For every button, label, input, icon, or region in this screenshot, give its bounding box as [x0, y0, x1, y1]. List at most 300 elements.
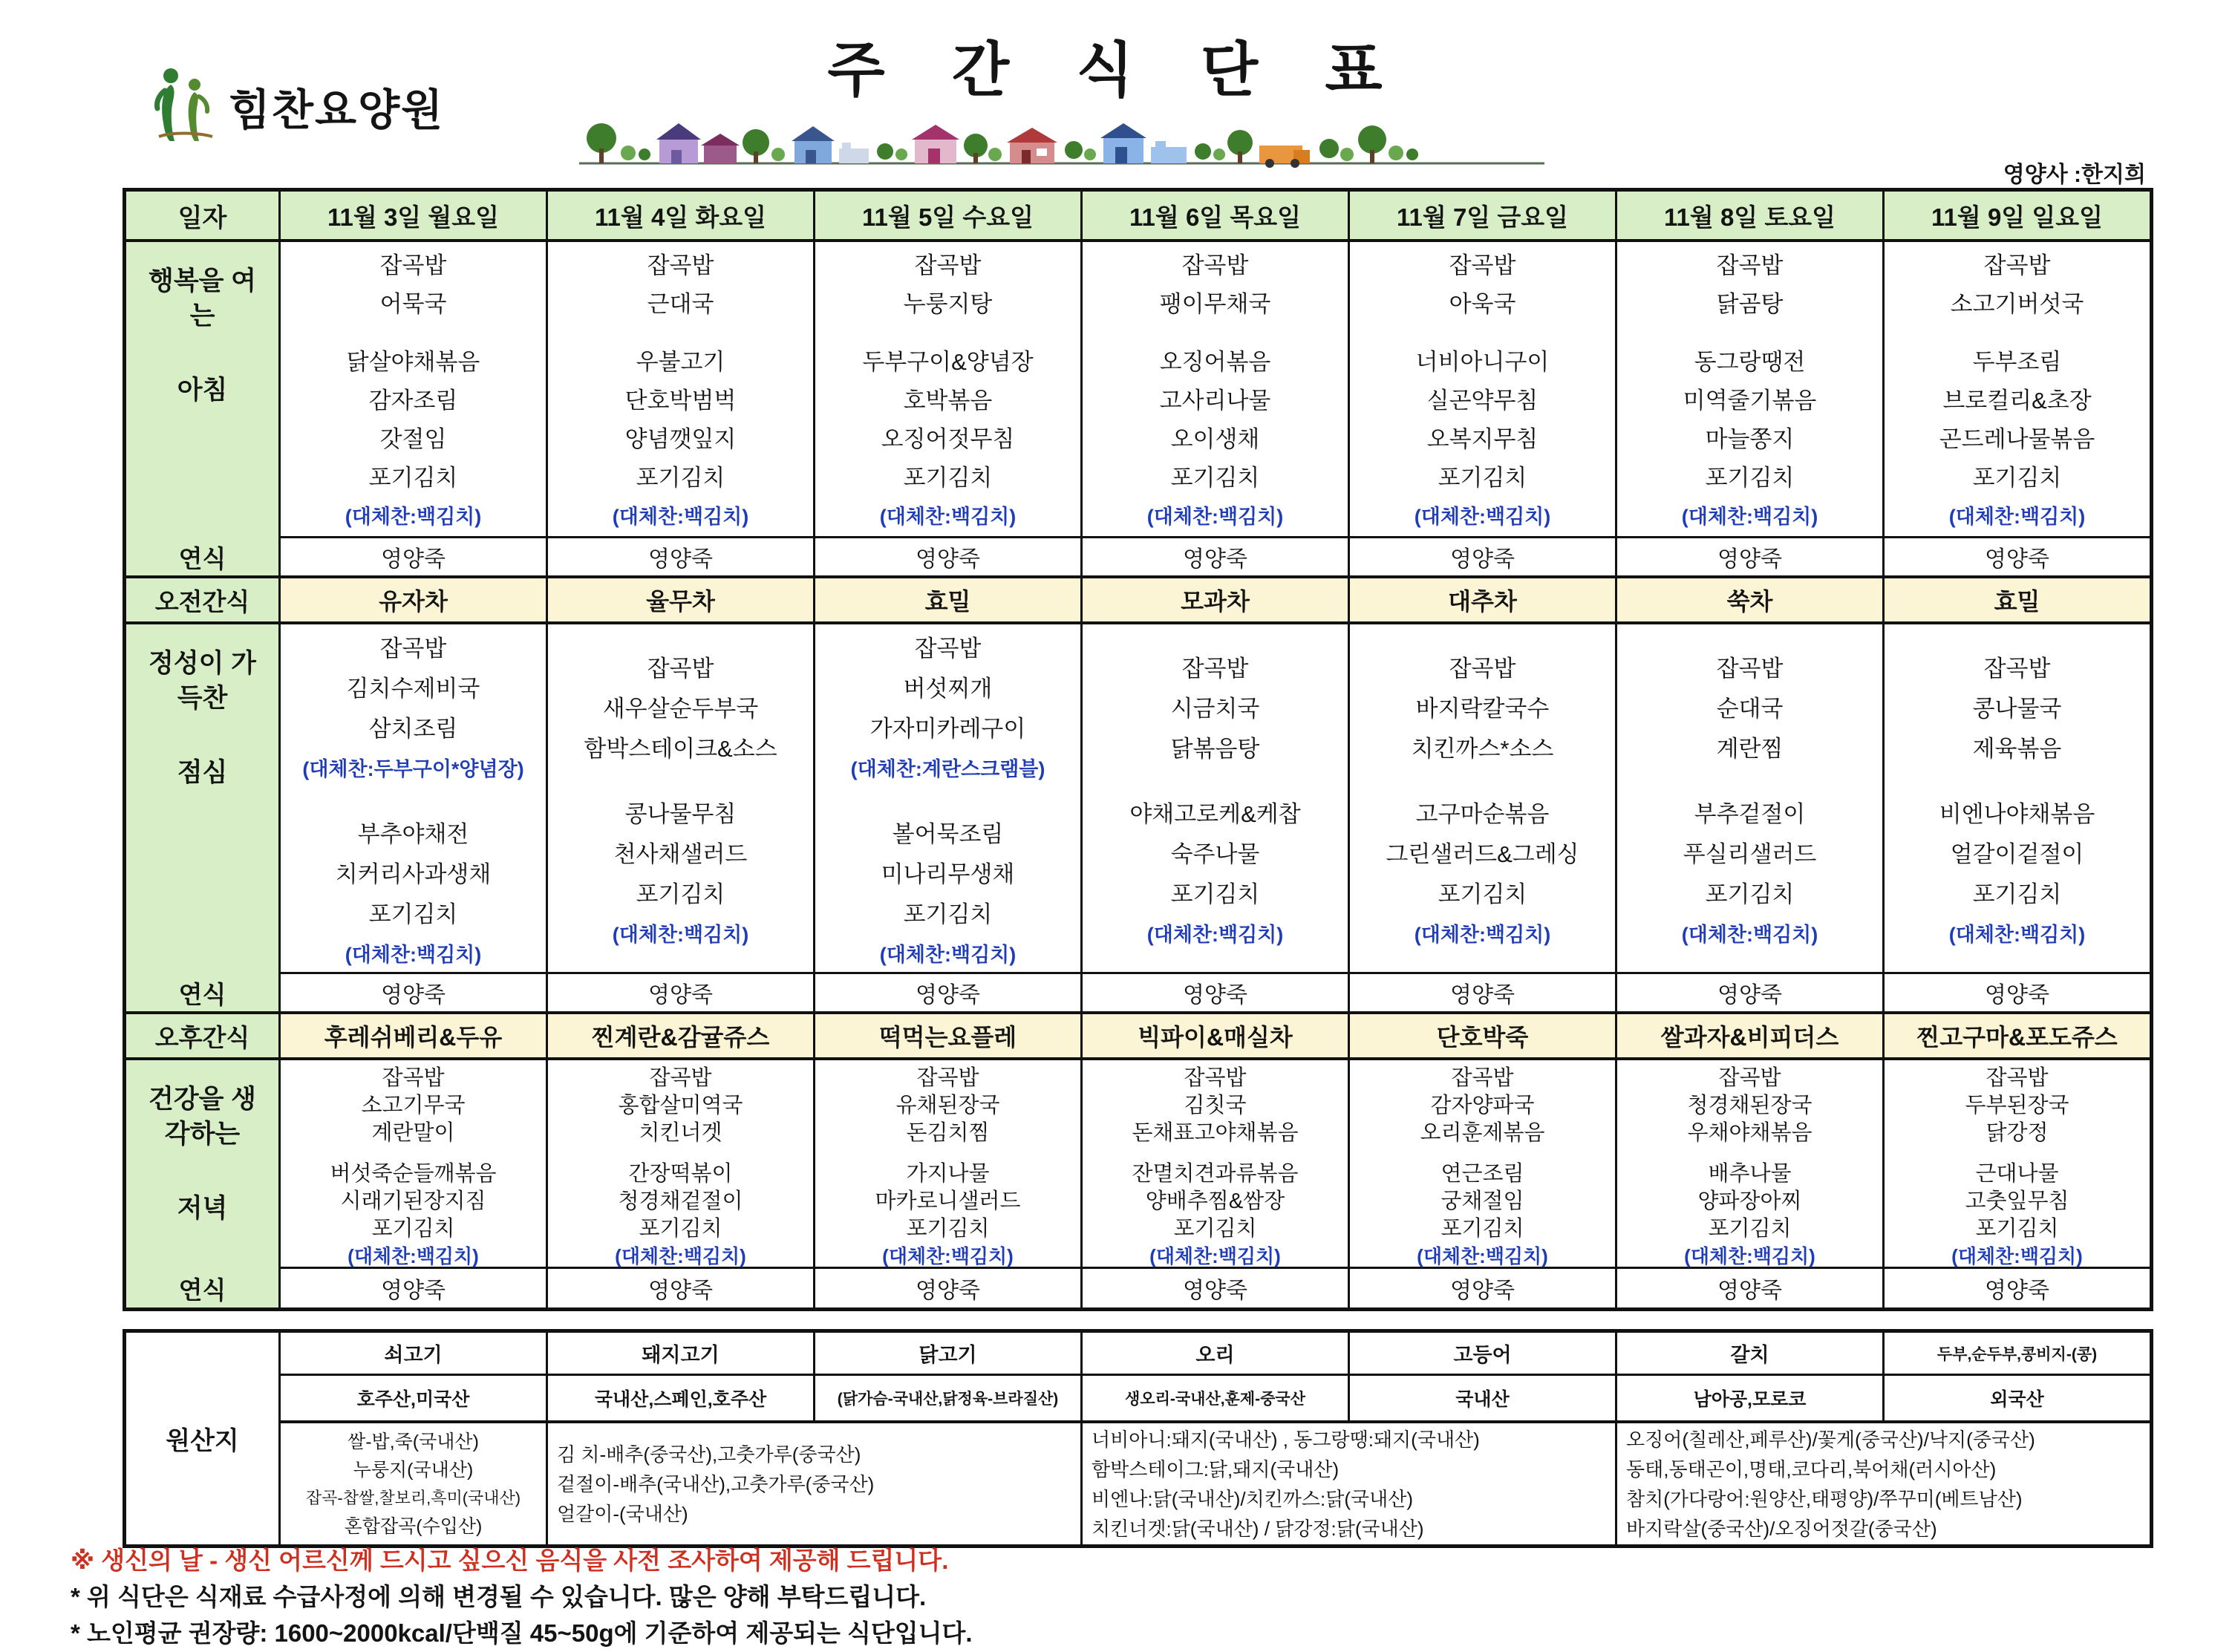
am-snack-label: 오전간식 — [126, 578, 278, 621]
alternate-dish: (대체찬:백김치) — [348, 1245, 479, 1267]
menu-item: 김치수제비국 — [346, 676, 480, 702]
menu-block — [1717, 247, 1784, 324]
menu-block — [1129, 794, 1300, 955]
menu-item: 두부된장국 — [1965, 1094, 2069, 1117]
soft-cell: 영양죽 — [1615, 974, 1882, 1011]
alternate-dish: (대체찬:백김치) — [612, 506, 749, 528]
menu-item: 호박볶음 — [903, 388, 993, 414]
soft-meal-row-2 — [126, 972, 2150, 1011]
soft-cell: 영양죽 — [1080, 1269, 1348, 1307]
menu-item: 잡곡밥 — [1181, 656, 1249, 682]
detail — [546, 1420, 1080, 1544]
menu-item: 잡곡밥 — [1983, 252, 2051, 278]
origin-val: 생오리-국내산,훈제-중국산 — [1080, 1374, 1348, 1420]
menu-block — [302, 629, 523, 789]
menu-item: 잡곡밥 — [1451, 1066, 1514, 1090]
day-header: 11월 6일 목요일 — [1080, 192, 1348, 239]
menu-item: 곤드레나물볶음 — [1939, 426, 2095, 452]
menu-item: 포기김치 — [636, 881, 725, 907]
menu-item: 두부조림 — [1972, 349, 2062, 375]
meat: 쇠고기 — [278, 1333, 546, 1374]
menu-item: 바지락칼국수 — [1415, 696, 1550, 722]
menu-item: 야채고로케&케찹 — [1129, 801, 1301, 827]
menu-item: 청경채겉절이 — [618, 1189, 743, 1213]
menu-item: 가자미카레구이 — [869, 716, 1026, 742]
menu-item: 닭살야채볶음 — [346, 349, 480, 375]
menu-item: 닭볶음탕 — [1170, 736, 1260, 762]
menu-block — [618, 1065, 743, 1147]
menu-block — [875, 1160, 1020, 1270]
people-icon — [149, 65, 221, 146]
meal-cell — [813, 624, 1080, 979]
lunch-phrase: 정성이 가득찬 — [149, 648, 256, 713]
menu-block — [647, 247, 714, 324]
menu-block — [880, 814, 1016, 975]
menu-item: 팽이무채국 — [1159, 291, 1271, 317]
menu-item: 잡곡밥 — [1718, 1066, 1781, 1090]
meal-cell — [546, 242, 813, 541]
snack: 대추차 — [1348, 578, 1615, 621]
alternate-dish: (대체찬:백김치) — [1684, 1245, 1815, 1267]
soft-cell: 영양죽 — [546, 538, 813, 575]
menu-item: 너비아니구이 — [1415, 349, 1550, 375]
menu-item: 비엔나야채볶음 — [1939, 801, 2095, 827]
menu-block — [1420, 1065, 1544, 1147]
menu-item: 포기김치 — [1975, 1217, 2059, 1241]
alternate-dish: (대체찬:백김치) — [1681, 506, 1818, 528]
snack: 율무차 — [546, 578, 813, 621]
soft-cell: 영양죽 — [813, 974, 1080, 1011]
meal-cell — [1882, 1060, 2150, 1275]
menu-item: 배추나물 — [1708, 1162, 1792, 1186]
menu-item: 포기김치 — [1708, 1217, 1792, 1241]
menu-item: 고사리나물 — [1159, 388, 1271, 414]
menu-item: 포기김치 — [636, 465, 725, 491]
origin-detail-line: 참치(가다랑어:원양산,태평양)/쭈꾸미(베트남산) — [1626, 1487, 2023, 1510]
soft-cell: 영양죽 — [278, 1269, 546, 1307]
menu-item: 오이생채 — [1170, 426, 1260, 452]
alternate-dish: (대체찬:백김치) — [345, 944, 482, 966]
menu-item: 계란찜 — [1716, 736, 1784, 762]
alternate-dish: (대체찬:백김치) — [1149, 1245, 1281, 1267]
soft-cell: 영양죽 — [1882, 974, 2150, 1011]
soft-cell: 영양죽 — [546, 1269, 813, 1307]
soft-meal-label-2: 연식 — [126, 974, 278, 1011]
alternate-dish: (대체찬:백김치) — [879, 506, 1017, 528]
menu-item: 얼갈이겉절이 — [1950, 841, 2084, 867]
snack: 후레쉬베리&두유 — [278, 1014, 546, 1057]
snack: 찐계란&감귤쥬스 — [546, 1014, 813, 1057]
menu-item: 잡곡밥 — [647, 252, 714, 278]
meal-cell — [1080, 1060, 1348, 1275]
menu-item: 단호박범벅 — [624, 388, 737, 414]
menu-block — [361, 1065, 465, 1147]
soft-cell: 영양죽 — [1080, 974, 1348, 1011]
menu-item: 포기김치 — [906, 1217, 990, 1241]
alternate-dish: (대체찬:백김치) — [1414, 506, 1551, 528]
menu-item: 양파장아찌 — [1697, 1189, 1802, 1213]
menu-item: 잡곡밥 — [1716, 252, 1784, 278]
soft-cell: 영양죽 — [813, 1269, 1080, 1307]
soft-cell: 영양죽 — [278, 538, 546, 575]
menu-item: 청경채된장국 — [1687, 1094, 1813, 1117]
menu-item: 새우살순두부국 — [602, 696, 759, 722]
menu-item: 궁채절임 — [1440, 1189, 1524, 1213]
menu-item: 우불고기 — [636, 349, 725, 375]
pm-snack-row — [126, 1011, 2150, 1057]
menu-item: 잡곡밥 — [379, 252, 447, 278]
detail — [1080, 1420, 1615, 1544]
menu-item: 잡곡밥 — [1184, 1066, 1247, 1090]
snack: 단호박죽 — [1348, 1014, 1615, 1057]
menu-item: 고춧잎무침 — [1965, 1189, 2069, 1213]
menu-item: 부추겉절이 — [1694, 801, 1806, 827]
menu-item: 가지나물 — [906, 1162, 990, 1186]
menu-block — [851, 629, 1045, 789]
menu-block — [895, 1065, 999, 1147]
menu-item: 어묵국 — [379, 291, 447, 317]
footnotes — [71, 1546, 973, 1648]
menu-item: 아욱국 — [1449, 291, 1516, 317]
menu-block — [1965, 1065, 2069, 1147]
alternate-dish: (대체찬:계란스크램블) — [850, 758, 1045, 780]
meat: 돼지고기 — [546, 1333, 813, 1374]
alternate-dish: (대체찬:두부구이*양념장) — [302, 758, 524, 780]
menu-item: 닭강정 — [1986, 1121, 2049, 1145]
meat: 오리 — [1080, 1333, 1348, 1374]
menu-item: 돈채표고야채볶음 — [1132, 1121, 1299, 1145]
menu-item: 치킨까스*소스 — [1411, 736, 1554, 762]
soft-cell: 영양죽 — [1615, 538, 1882, 575]
menu-item: 시래기된장지짐 — [340, 1189, 486, 1213]
menu-item: 순대국 — [1716, 696, 1784, 722]
menu-item: 홍합살미역국 — [618, 1094, 743, 1117]
day-header: 11월 5일 수요일 — [813, 192, 1080, 239]
menu-item: 포기김치 — [1438, 881, 1527, 907]
detail — [278, 1420, 546, 1544]
origin-detail-line: 누룽지(국내산) — [353, 1459, 474, 1480]
breakfast-label: 아침 — [177, 375, 228, 405]
menu-item: 연근조림 — [1440, 1162, 1524, 1186]
menu-block — [1449, 247, 1516, 324]
note-menu-change: * 위 식단은 식재료 수급사정에 의해 변경될 수 있습니다. 많은 양해 부탁드립니다. — [71, 1583, 927, 1610]
meal-cell — [1348, 242, 1615, 541]
menu-item: 닭곰탕 — [1716, 291, 1784, 317]
origin-detail-line: 혼합잡곡(수입산) — [344, 1515, 483, 1537]
origin-detail-line: 잡곡-찹쌀,찰보리,흑미(국내산) — [305, 1488, 521, 1507]
menu-block — [345, 343, 481, 536]
menu-item: 미나리무생채 — [881, 861, 1015, 887]
origin-val: (닭가슴-국내산,닭정육-브라질산) — [813, 1374, 1080, 1420]
menu-item: 콩나물국 — [1972, 696, 2062, 722]
origin-detail-line: 치킨너겟:닭(국내산) / 닭강정:닭(국내산) — [1092, 1517, 1424, 1540]
alternate-dish: (대체찬:백김치) — [1414, 924, 1551, 946]
dietitian-name: 영양사 :한지희 — [2003, 163, 2146, 187]
origin-detail-line: 바지락살(중국산)/오징어젓갈(중국산) — [1626, 1517, 1937, 1540]
alternate-dish: (대체찬:백김치) — [882, 1245, 1014, 1267]
menu-item: 포기김치 — [1170, 465, 1260, 491]
menu-block — [1951, 247, 2084, 324]
menu-item: 포기김치 — [1440, 1217, 1524, 1241]
menu-item: 포기김치 — [368, 901, 458, 927]
origin-detail-line: 함박스테이그:닭,돼지(국내산) — [1092, 1457, 1340, 1480]
menu-block — [330, 1160, 496, 1270]
origin-val: 호주산,미국산 — [278, 1374, 546, 1420]
day-header: 11월 3일 월요일 — [278, 192, 546, 239]
origin-detail-line: 얼갈이-(국내산) — [557, 1502, 688, 1525]
snack: 찐고구마&포도쥬스 — [1882, 1014, 2150, 1057]
alternate-dish: (대체찬:백김치) — [1951, 1245, 2083, 1267]
menu-item: 버섯죽순들깨볶음 — [330, 1162, 497, 1186]
soft-meal-row-3 — [126, 1267, 2150, 1307]
menu-block — [1147, 343, 1283, 536]
menu-item: 유채된장국 — [895, 1094, 1000, 1117]
lunch-row — [126, 621, 2150, 972]
menu-item: 잡곡밥 — [1449, 656, 1516, 682]
origin-detail-line: 김 치-배추(중국산),고춧가루(중국산) — [557, 1443, 861, 1466]
menu-block — [1132, 1065, 1298, 1147]
meal-cell — [1615, 242, 1882, 541]
menu-item: 동그랑땡전 — [1694, 349, 1806, 375]
detail — [1615, 1420, 2150, 1544]
menu-item: 잔멸치견과류볶음 — [1132, 1162, 1299, 1186]
menu-block — [613, 343, 748, 536]
menu-item: 포기김치 — [1438, 465, 1527, 491]
menu-item: 볼어묵조림 — [892, 821, 1004, 847]
menu-item: 잡곡밥 — [1716, 656, 1784, 682]
menu-block — [1973, 649, 2062, 769]
soft-cell: 영양죽 — [1348, 974, 1615, 1011]
origin-detail-line: 비엔나:닭(국내산)/치킨까스:닭(국내산) — [1092, 1487, 1414, 1510]
menu-item: 포기김치 — [371, 1217, 455, 1241]
menu-item: 치커리사과생채 — [335, 861, 492, 887]
menu-block — [613, 794, 748, 955]
table-header-row — [126, 192, 2150, 239]
origin-detail-line: 쌀-밥,죽(국내산) — [348, 1431, 479, 1452]
menu-item: 간장떡볶이 — [628, 1162, 733, 1186]
day-header: 11월 9일 일요일 — [1882, 192, 2150, 239]
menu-item: 포기김치 — [1170, 881, 1260, 907]
menu-block — [862, 343, 1033, 536]
menu-item: 우채야채볶음 — [1687, 1121, 1813, 1145]
menu-item: 잡곡밥 — [379, 636, 447, 662]
meal-cell — [1348, 624, 1615, 979]
menu-item: 오징어젓무침 — [881, 426, 1015, 452]
menu-item: 감자조림 — [368, 388, 458, 414]
menu-item: 감자양파국 — [1430, 1094, 1535, 1117]
soft-cell: 영양죽 — [1615, 1269, 1882, 1307]
dinner-row — [126, 1057, 2150, 1267]
am-snack-row — [126, 575, 2150, 621]
section-label-dinner — [126, 1060, 278, 1275]
menu-item: 오리훈제볶음 — [1420, 1121, 1545, 1145]
menu-block — [1687, 1065, 1812, 1147]
alternate-dish: (대체찬:백김치) — [612, 924, 749, 946]
origin-detail-line: 겉절이-배추(국내산),고춧가루(중국산) — [557, 1472, 875, 1495]
menu-item: 그린샐러드&그레싱 — [1386, 841, 1579, 867]
soft-cell: 영양죽 — [1348, 1269, 1615, 1307]
menu-block — [1171, 649, 1260, 769]
alternate-dish: (대체찬:백김치) — [879, 944, 1017, 966]
menu-item: 잡곡밥 — [1986, 1066, 2049, 1090]
origin-table — [123, 1329, 2153, 1548]
menu-item: 잡곡밥 — [647, 656, 714, 682]
menu-block — [1417, 1160, 1548, 1270]
menu-item: 포기김치 — [368, 465, 458, 491]
menu-item: 두부구이&양념장 — [862, 349, 1034, 375]
menu-item: 포기김치 — [1705, 465, 1795, 491]
meat: 두부,순두부,콩비지-(콩) — [1882, 1333, 2150, 1374]
menu-item: 누룽지탕 — [903, 291, 993, 317]
menu-item: 미역줄기볶음 — [1683, 388, 1817, 414]
meal-cell — [278, 242, 546, 541]
soft-meal-label-3: 연식 — [126, 1269, 278, 1307]
menu-block — [1939, 343, 2095, 536]
menu-item: 양념깻잎지 — [624, 426, 737, 452]
meat: 고등어 — [1348, 1333, 1615, 1374]
menu-item: 버섯찌개 — [903, 676, 993, 702]
menu-block — [1682, 343, 1818, 536]
section-label-breakfast — [126, 242, 278, 541]
menu-item: 브로컬리&초장 — [1942, 388, 2092, 414]
menu-block — [1412, 649, 1554, 769]
alternate-dish: (대체찬:백김치) — [1948, 506, 2086, 528]
menu-block — [1132, 1160, 1298, 1270]
menu-block — [1939, 794, 2095, 955]
menu-item: 함박스테이크&소스 — [584, 736, 777, 762]
menu-item: 잡곡밥 — [1983, 656, 2051, 682]
menu-item: 오징어볶음 — [1159, 349, 1271, 375]
meal-cell — [278, 1060, 546, 1275]
origin-detail-line: 너비아니:돼지(국내산) , 동그랑땡:돼지(국내산) — [1092, 1428, 1480, 1451]
menu-item: 잡곡밥 — [914, 636, 982, 662]
soft-cell: 영양죽 — [1882, 1269, 2150, 1307]
page-title: 주 간 식 단 표 — [827, 37, 1408, 103]
menu-item: 부추야채전 — [357, 821, 469, 847]
alternate-dish: (대체찬:백김치) — [1417, 1245, 1548, 1267]
menu-block — [1160, 247, 1271, 324]
soft-meal-label-1: 연식 — [126, 538, 278, 575]
origin-val: 외국산 — [1882, 1374, 2150, 1420]
origin-detail-line: 오징어(칠레산,페루산)/꽃게(중국산)/낙지(중국산) — [1626, 1428, 2035, 1451]
menu-item: 고구마순볶음 — [1415, 801, 1550, 827]
meal-cell — [546, 1060, 813, 1275]
lunch-label: 점심 — [177, 757, 228, 787]
day-header: 11월 8일 토요일 — [1615, 192, 1882, 239]
menu-item: 포기김치 — [1972, 881, 2062, 907]
menu-item: 계란말이 — [371, 1121, 455, 1145]
menu-item: 잡곡밥 — [382, 1066, 445, 1090]
menu-block — [1386, 794, 1579, 955]
menu-item: 근대국 — [647, 291, 714, 317]
menu-item: 잡곡밥 — [916, 1066, 979, 1090]
menu-item: 소고기무국 — [361, 1094, 466, 1117]
weekly-menu-table — [123, 188, 2153, 1311]
snack: 효밀 — [1882, 578, 2150, 621]
meal-cell — [813, 1060, 1080, 1275]
breakfast-phrase: 행복을 여는 — [149, 266, 256, 330]
menu-block — [1717, 649, 1784, 769]
facility-logo — [149, 65, 444, 146]
note-calories: * 노인평균 권장량: 1600~2000kcal/단백질 45~50g에 기준하여 제공되는 식단입니다. — [71, 1619, 973, 1647]
meal-cell — [1348, 1060, 1615, 1275]
menu-item: 포기김치 — [1705, 881, 1795, 907]
meal-cell — [813, 242, 1080, 541]
meat: 갈치 — [1615, 1333, 1882, 1374]
menu-item: 포기김치 — [903, 901, 993, 927]
soft-cell: 영양죽 — [1080, 538, 1348, 575]
breakfast-row — [126, 239, 2150, 536]
menu-block — [1415, 343, 1550, 536]
origin-detail-line: 동태,동태곤이,명태,코다리,북어채(러시아산) — [1626, 1457, 1997, 1480]
menu-block — [584, 649, 777, 769]
menu-item: 콩나물무침 — [624, 801, 737, 827]
alternate-dish: (대체찬:백김치) — [1146, 924, 1284, 946]
day-header: 11월 4일 화요일 — [546, 192, 813, 239]
date-corner-label: 일자 — [126, 192, 278, 239]
origin-val: 국내산,스페인,호주산 — [546, 1374, 813, 1420]
dinner-label: 저녁 — [177, 1193, 228, 1223]
snack: 쑥차 — [1615, 578, 1882, 621]
day-header: 11월 7일 금요일 — [1348, 192, 1615, 239]
menu-item: 치킨너겟 — [639, 1121, 722, 1145]
origin-val: 남아공,모로코 — [1615, 1374, 1882, 1420]
snack: 빅파이&매실차 — [1080, 1014, 1348, 1057]
menu-item: 소고기버섯국 — [1950, 291, 2084, 317]
alternate-dish: (대체찬:백김치) — [1948, 924, 2086, 946]
menu-block — [1951, 1160, 2083, 1270]
menu-item: 삼치조림 — [368, 716, 458, 742]
menu-item: 천사채샐러드 — [613, 841, 748, 867]
menu-item: 잡곡밥 — [1181, 252, 1249, 278]
menu-item: 잡곡밥 — [649, 1066, 712, 1090]
snack: 쌀과자&비피더스 — [1615, 1014, 1882, 1057]
facility-name: 힘찬요양원 — [229, 85, 445, 134]
menu-item: 마늘쫑지 — [1705, 426, 1795, 452]
meat: 닭고기 — [813, 1333, 1080, 1374]
dinner-phrase: 건강을 생각하는 — [149, 1084, 256, 1149]
menu-item: 양배추찜&쌈장 — [1145, 1189, 1285, 1213]
menu-block — [1684, 1160, 1815, 1270]
menu-item: 김칫국 — [1184, 1094, 1247, 1117]
section-label-lunch — [126, 624, 278, 979]
meal-cell — [1615, 1060, 1882, 1275]
soft-cell: 영양죽 — [278, 974, 546, 1011]
menu-block — [615, 1160, 746, 1270]
note-birthday: ※ 생신의 날 - 생신 어르신께 드시고 싶으신 음식을 사전 조사하여 제공해 드립니다. — [71, 1547, 949, 1574]
menu-item: 포기김치 — [903, 465, 993, 491]
menu-item: 숙주나물 — [1170, 841, 1260, 867]
meal-cell — [1080, 624, 1348, 979]
menu-block — [336, 814, 492, 975]
menu-item: 갓절임 — [379, 426, 447, 452]
meal-cell — [1080, 242, 1348, 541]
alternate-dish: (대체찬:백김치) — [1681, 924, 1818, 946]
menu-item: 시금치국 — [1170, 696, 1260, 722]
menu-item: 오복지무침 — [1426, 426, 1539, 452]
soft-cell: 영양죽 — [546, 974, 813, 1011]
menu-block — [904, 247, 993, 324]
origin-val: 국내산 — [1348, 1374, 1615, 1420]
menu-item: 마카로니샐러드 — [875, 1189, 1021, 1213]
meal-cell — [1882, 624, 2150, 979]
alternate-dish: (대체찬:백김치) — [1146, 506, 1284, 528]
alternate-dish: (대체찬:백김치) — [615, 1245, 746, 1267]
meal-cell — [1882, 242, 2150, 541]
menu-item: 근대나물 — [1975, 1162, 2059, 1186]
menu-item: 포기김치 — [1173, 1217, 1257, 1241]
menu-block — [380, 247, 447, 324]
